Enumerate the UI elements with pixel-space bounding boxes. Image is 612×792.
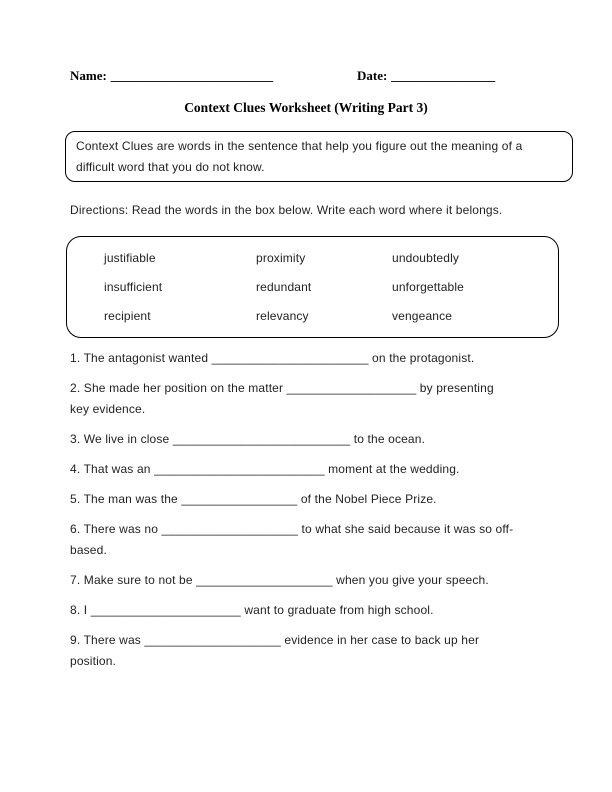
sentence-3	[70, 429, 545, 450]
definition-box	[65, 131, 573, 182]
sentence-line: 4. That was an _________________________ moment at the wedding.	[70, 462, 460, 476]
sentence-1	[70, 348, 545, 369]
sentence-line: based.	[70, 543, 107, 557]
sentence-line: 2. She made her position on the matter ___________________ by presenting	[70, 381, 494, 395]
definition-line: difficult word that you do not know.	[76, 160, 265, 174]
definition-line: Context Clues are words in the sentence that help you figure out the meaning of a	[76, 139, 523, 153]
word-bank-item: redundant	[256, 280, 312, 294]
sentence-line: 3. We live in close __________________________ to the ocean.	[70, 432, 426, 446]
date-label: Date:	[357, 68, 388, 83]
worksheet-title: Context Clues Worksheet (Writing Part 3)	[184, 100, 428, 115]
word-bank-item: undoubtedly	[392, 251, 460, 265]
sentence-line: 5. The man was the _________________ of the Nobel Piece Prize.	[70, 492, 437, 506]
word-bank-item: justifiable	[104, 251, 156, 265]
sentence-5	[70, 489, 545, 510]
word-bank-item: recipient	[104, 309, 151, 323]
sentence-4	[70, 459, 545, 480]
sentence-7	[70, 570, 545, 591]
sentence-6	[70, 519, 545, 561]
word-bank-grid	[104, 244, 558, 331]
name-blank-line: _________________________	[110, 68, 274, 83]
sentence-8	[70, 600, 545, 621]
sentence-line: 8. I ______________________ want to graduate from high school.	[70, 603, 434, 617]
name-label: Name:	[70, 68, 107, 83]
word-bank-item: relevancy	[256, 309, 309, 323]
sentence-line: 9. There was ____________________ evidence in her case to back up her	[70, 633, 480, 647]
name-date-row	[70, 68, 572, 88]
directions-text: Directions: Read the words in the box below. Write each word where it belongs.	[70, 203, 503, 217]
sentence-line: 6. There was no ____________________ to what she said because it was so off-	[70, 522, 514, 536]
word-bank-item: unforgettable	[392, 280, 465, 294]
sentence-2	[70, 378, 545, 420]
word-bank-item: insufficient	[104, 280, 163, 294]
sentence-line: 7. Make sure to not be ____________________ when you give your speech.	[70, 573, 489, 587]
sentence-line: key evidence.	[70, 402, 146, 416]
word-bank-item: vengeance	[392, 309, 453, 323]
sentence-line: 1. The antagonist wanted _______________________ on the protagonist.	[70, 351, 475, 365]
word-bank-item: proximity	[256, 251, 306, 265]
sentence-list	[70, 348, 545, 681]
sentence-9	[70, 630, 545, 672]
date-blank-line: ________________	[391, 68, 496, 83]
sentence-line: position.	[70, 654, 117, 668]
date-group	[357, 68, 495, 84]
word-bank-box	[66, 236, 559, 338]
